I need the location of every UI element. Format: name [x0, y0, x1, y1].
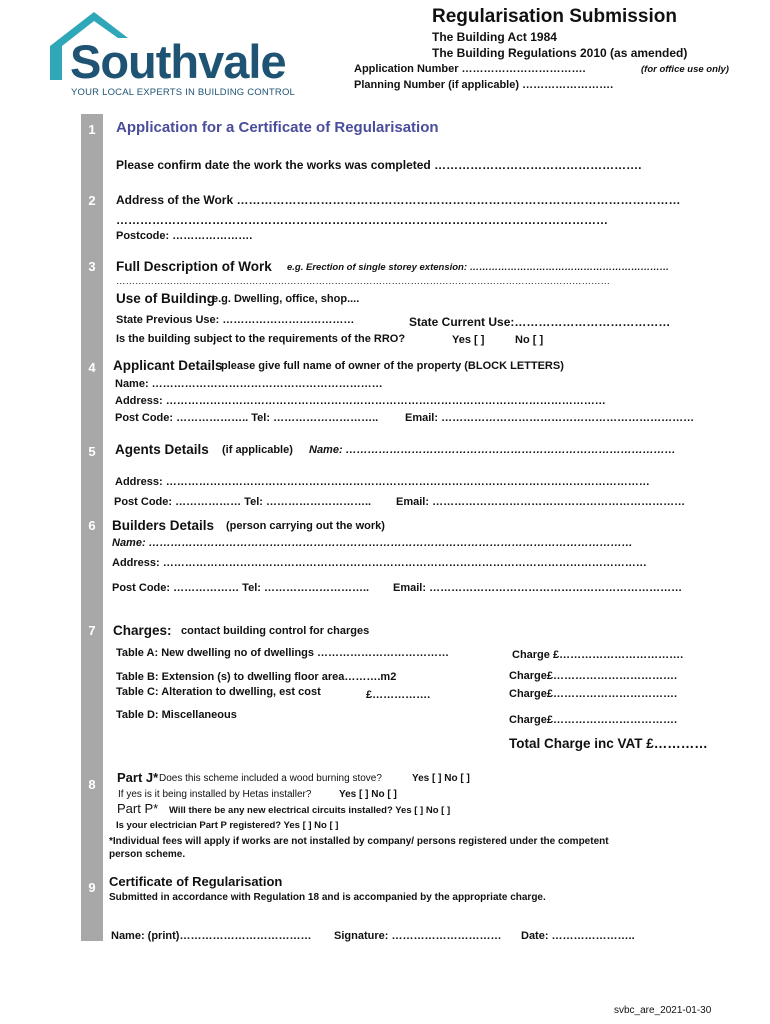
section-number-2: 2 — [88, 193, 96, 208]
use-of-building-label: Use of Building — [116, 291, 215, 306]
hetas-question: If yes is it being installed by Hetas installer? — [118, 789, 312, 800]
builder-address-field[interactable]: Address: …………………………………………………………………………………………………………………… — [112, 557, 647, 569]
work-address-field[interactable]: Address of the Work ………………………………………………………………………………………………… — [116, 193, 681, 207]
section-number-3: 3 — [88, 259, 96, 274]
table-d-charge-field[interactable]: Charge£……………………………. — [509, 714, 678, 726]
section-number-5: 5 — [88, 444, 96, 459]
certificate-title: Certificate of Regularisation — [109, 874, 283, 889]
builder-email-field[interactable]: Email: …………………………………………………………… — [393, 582, 683, 594]
total-charge-field[interactable]: Total Charge inc VAT £………… — [509, 736, 708, 751]
section-number-9: 9 — [88, 880, 96, 895]
part-p-registered-question[interactable]: Is your electrician Part P registered? Yes [ ] No [ ] — [116, 820, 339, 831]
part-j-yes-no[interactable]: Yes [ ] No [ ] — [412, 773, 470, 784]
applicant-name-field[interactable]: Name: ……………………………………………………… — [115, 378, 383, 390]
table-c-label: Table C: Alteration to dwelling, est cost — [116, 686, 321, 698]
agent-address-field[interactable]: Address: …………………………………………………………………………………………………………………… — [115, 476, 650, 488]
part-p-label: Part P* — [117, 801, 159, 816]
agents-details-note: (if applicable) — [222, 444, 293, 456]
table-b-field[interactable]: Table B: Extension (s) to dwelling floor area……….m2 — [116, 671, 397, 683]
work-description-label: Full Description of Work — [116, 259, 272, 274]
rro-no-checkbox[interactable]: No [ ] — [515, 334, 544, 346]
logo-name: Southvale — [70, 35, 286, 88]
application-number-field[interactable]: Application Number ……………………………. — [354, 63, 586, 75]
office-use-note: (for office use only) — [641, 64, 729, 75]
work-description-line-2[interactable]: ………………………………………………………………………………………………………………………………………… — [116, 276, 610, 287]
individual-fees-note: *Individual fees will apply if works are not installed by company/ persons registered under the competent — [109, 836, 609, 847]
part-p-question[interactable]: Will there be any new electrical circuits installed? Yes [ ] No [ ] — [169, 805, 451, 816]
section-1-title: Application for a Certificate of Regularisation — [116, 119, 439, 136]
use-of-building-example: e.g. Dwelling, office, shop.... — [212, 293, 360, 305]
work-address-line-2[interactable]: …………………………………………………………………………………………………………… — [116, 213, 608, 227]
applicant-email-field[interactable]: Email: …………………………………………………………… — [405, 412, 695, 424]
builders-details-note: (person carrying out the work) — [226, 520, 385, 532]
page-title: Regularisation Submission — [432, 6, 677, 27]
agents-details-label: Agents Details — [115, 442, 209, 457]
builder-postcode-tel-field[interactable]: Post Code: ……………… Tel: ……………………….. — [112, 582, 370, 594]
date-field[interactable]: Date: ………………….. — [521, 930, 635, 942]
regs-2010: The Building Regulations 2010 (as amended) — [432, 46, 688, 60]
builder-name-field[interactable]: Name: …………………………………………………………………………………………………………………… — [112, 537, 633, 549]
act-1984: The Building Act 1984 — [432, 30, 557, 44]
section-number-6: 6 — [88, 518, 96, 533]
completion-date-field[interactable]: Please confirm date the work the works was completed ……………………………………………. — [116, 158, 642, 172]
print-name-field[interactable]: Name: (print)……………………………… — [111, 930, 312, 942]
section-number-1: 1 — [88, 122, 96, 137]
section-number-7: 7 — [88, 623, 96, 638]
agent-email-field[interactable]: Email: …………………………………………………………… — [396, 496, 686, 508]
table-d-label: Table D: Miscellaneous — [116, 709, 237, 721]
builders-details-label: Builders Details — [112, 518, 215, 533]
logo-tagline: YOUR LOCAL EXPERTS IN BUILDING CONTROL — [71, 87, 296, 98]
hetas-yes-no[interactable]: Yes [ ] No [ ] — [339, 789, 397, 800]
table-a-charge-field[interactable]: Charge £……………………………. — [512, 649, 684, 661]
charges-label: Charges: — [113, 623, 172, 638]
table-c-charge-field[interactable]: Charge£……………………………. — [509, 688, 678, 700]
agent-name-field[interactable]: Name: ……………………………………………………………………………… — [309, 444, 676, 456]
part-j-label: Part J* — [117, 770, 159, 785]
rro-yes-checkbox[interactable]: Yes [ ] — [452, 334, 485, 346]
work-postcode-field[interactable]: Postcode: …………………. — [116, 230, 253, 242]
applicant-postcode-tel-field[interactable]: Post Code: ……………….. Tel: ……………………….. — [115, 412, 379, 424]
regulation-18-statement: Submitted in accordance with Regulation 18 and is accompanied by the appropriate charge. — [109, 892, 546, 903]
previous-use-field[interactable]: State Previous Use: ……………………………… — [116, 314, 355, 326]
charges-note: contact building control for charges — [181, 625, 370, 637]
part-j-question: Does this scheme included a wood burning stove? — [159, 773, 382, 784]
table-c-cost-field[interactable]: £……………. — [366, 689, 431, 701]
applicant-address-field[interactable]: Address: ………………………………………………………………………………………………………… — [115, 395, 606, 407]
planning-number-field[interactable]: Planning Number (if applicable) ……………………. — [354, 79, 614, 91]
current-use-field[interactable]: State Current Use:………………………………… — [409, 315, 671, 329]
rro-question: Is the building subject to the requirements of the RRO? — [116, 333, 406, 345]
individual-fees-note-2: person scheme. — [109, 849, 186, 860]
work-description-field[interactable]: e.g. Erection of single storey extension: ……………………………………………………… — [287, 262, 670, 273]
section-number-8: 8 — [88, 777, 96, 792]
signature-field[interactable]: Signature: ………………………… — [334, 930, 502, 942]
form-code: svbc_are_2021-01-30 — [614, 1005, 712, 1016]
section-number-4: 4 — [88, 360, 96, 375]
agent-postcode-tel-field[interactable]: Post Code: ……………… Tel: ……………………….. — [114, 496, 372, 508]
table-b-charge-field[interactable]: Charge£……………………………. — [509, 670, 678, 682]
applicant-details-note: please give full name of owner of the property (BLOCK LETTERS) — [221, 360, 564, 372]
table-a-field[interactable]: Table A: New dwelling no of dwellings ……………………………… — [116, 647, 450, 659]
applicant-details-label: Applicant Details — [113, 358, 223, 373]
